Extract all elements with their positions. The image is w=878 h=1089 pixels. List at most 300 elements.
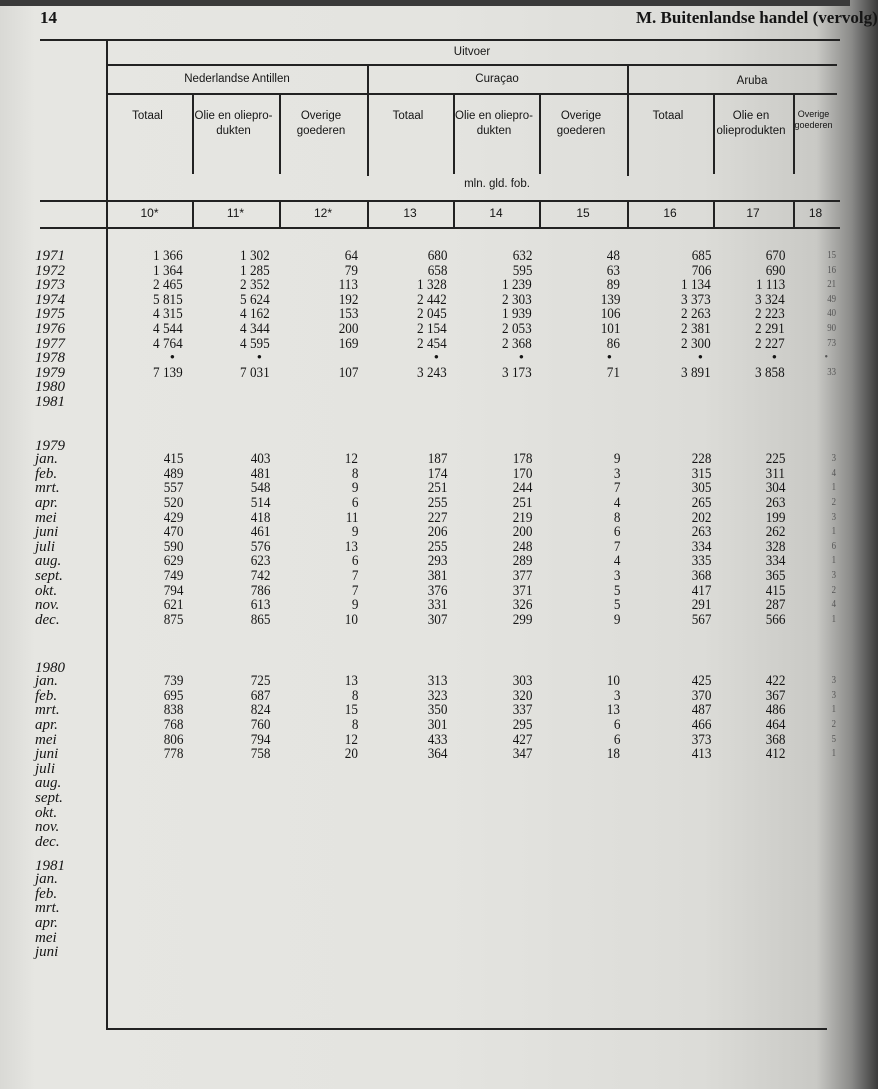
column-header-15: Overige goederen bbox=[556, 110, 606, 137]
table-cell: 1 bbox=[831, 704, 836, 716]
table-cell: 373 bbox=[691, 731, 711, 748]
table-cell: 6 bbox=[351, 553, 358, 570]
table-cell: 403 bbox=[250, 451, 270, 468]
table-cell: 3 173 bbox=[502, 364, 532, 381]
table-cell: 470 bbox=[163, 524, 183, 541]
table-cell: 2 300 bbox=[681, 335, 711, 352]
table-cell: 303 bbox=[512, 673, 532, 690]
table-cell: 301 bbox=[427, 716, 447, 733]
table-cell: 1 239 bbox=[502, 277, 532, 294]
table-cell: 466 bbox=[691, 716, 711, 733]
table-cell: 323 bbox=[427, 687, 447, 704]
table-cell: 1 bbox=[831, 482, 836, 494]
table-cell: 1 939 bbox=[502, 306, 532, 323]
column-header-11: Olie en oliepro-dukten bbox=[194, 110, 273, 137]
column-number: 10* bbox=[140, 206, 159, 220]
table-cell: 2 352 bbox=[240, 277, 270, 294]
row-label: jan. bbox=[35, 451, 58, 468]
table-cell: 3 bbox=[613, 687, 620, 704]
table-cell: 139 bbox=[600, 291, 620, 308]
row-label: 1978 bbox=[35, 350, 65, 367]
table-cell: 381 bbox=[427, 567, 447, 584]
table-cell: 566 bbox=[765, 611, 785, 628]
table-cell: 263 bbox=[765, 494, 785, 511]
table-cell: 690 bbox=[765, 262, 785, 279]
table-cell: 368 bbox=[691, 567, 711, 584]
row-label: mei bbox=[35, 929, 57, 946]
table-cell: 725 bbox=[250, 673, 270, 690]
table-cell: 1 113 bbox=[755, 277, 785, 294]
table-cell: 86 bbox=[606, 335, 620, 352]
table-cell: 758 bbox=[250, 746, 270, 763]
column-header-10: Totaal bbox=[132, 110, 163, 122]
table-cell: 2 053 bbox=[502, 321, 532, 337]
row-label: okt. bbox=[35, 582, 58, 599]
table-cell: 12 bbox=[344, 451, 358, 468]
column-number: 12* bbox=[313, 206, 333, 220]
table-cell: 412 bbox=[765, 746, 785, 763]
table-cell: 3 bbox=[831, 569, 836, 581]
row-label: sept. bbox=[35, 789, 63, 806]
table-cell: 1 328 bbox=[417, 277, 447, 294]
table-cell: 9 bbox=[613, 611, 620, 628]
table-cell: 315 bbox=[691, 465, 711, 482]
table-cell: 1 302 bbox=[240, 248, 270, 264]
table-cell: 4 764 bbox=[153, 335, 183, 352]
table-cell: 40 bbox=[827, 308, 836, 320]
table-cell: 331 bbox=[427, 597, 447, 614]
row-label: apr. bbox=[35, 914, 58, 931]
table-cell: 4 344 bbox=[240, 321, 270, 337]
page-number: 14 bbox=[40, 8, 57, 27]
table-cell: 21 bbox=[827, 279, 836, 291]
table-cell: 557 bbox=[163, 480, 183, 497]
table-cell: 178 bbox=[512, 451, 532, 468]
table-cell: 9 bbox=[351, 597, 358, 614]
table-cell: 742 bbox=[250, 567, 270, 584]
table-cell: 6 bbox=[831, 540, 836, 552]
table-cell: 293 bbox=[427, 553, 447, 570]
row-label: juni bbox=[35, 746, 59, 763]
row-label: 1973 bbox=[35, 277, 65, 294]
table-cell: 8 bbox=[351, 716, 358, 733]
row-label: jan. bbox=[35, 673, 58, 690]
table-cell: 335 bbox=[691, 553, 711, 570]
table-cell: 520 bbox=[163, 494, 183, 511]
table-cell: • bbox=[824, 352, 828, 364]
table-cell: 794 bbox=[250, 731, 270, 748]
table-cell: 4 595 bbox=[240, 335, 270, 352]
table-cell: 12 bbox=[344, 731, 358, 748]
table-cell: 8 bbox=[613, 509, 620, 526]
row-label: 1972 bbox=[35, 262, 65, 279]
table-cell: 9 bbox=[613, 451, 620, 468]
row-label: nov. bbox=[35, 819, 60, 836]
table-cell: 7 bbox=[613, 538, 620, 555]
table-cell: 489 bbox=[163, 465, 183, 482]
table-cell: 3 bbox=[831, 511, 836, 523]
table-cell: 2 227 bbox=[755, 335, 785, 352]
table-cell: 629 bbox=[163, 553, 183, 570]
table-cell: 5 bbox=[831, 733, 836, 745]
header-uitvoer: Uitvoer bbox=[453, 46, 491, 58]
column-number: 15 bbox=[576, 206, 590, 220]
table-cell: 227 bbox=[427, 509, 447, 526]
table-cell: 5 bbox=[613, 597, 620, 614]
unit-label: mln. gld. fob. bbox=[464, 178, 530, 190]
scan-top-edge bbox=[0, 0, 850, 6]
row-label: 1975 bbox=[35, 306, 65, 323]
table-cell: 464 bbox=[765, 716, 785, 733]
row-label: aug. bbox=[35, 553, 62, 570]
row-label: juni bbox=[35, 524, 59, 541]
table-cell: 680 bbox=[427, 248, 447, 264]
table-cell: 2 442 bbox=[417, 291, 447, 308]
table-cell: 865 bbox=[250, 611, 270, 628]
table-cell: 413 bbox=[691, 746, 711, 763]
table-cell: 3 bbox=[613, 567, 620, 584]
table-cell: 307 bbox=[427, 611, 447, 628]
rule-left bbox=[106, 40, 108, 1030]
table-cell: 1 bbox=[831, 526, 836, 538]
table-cell: 2 303 bbox=[502, 291, 532, 308]
row-label: mrt. bbox=[35, 702, 60, 719]
row-label: 1974 bbox=[35, 291, 65, 308]
table-cell: 2 263 bbox=[681, 306, 711, 323]
table-cell: 3 373 bbox=[681, 291, 711, 308]
table-cell: 291 bbox=[691, 597, 711, 614]
table-cell: 838 bbox=[163, 702, 183, 719]
table-cell: 4 bbox=[613, 494, 620, 511]
table-cell: 106 bbox=[600, 306, 620, 323]
table-cell: 101 bbox=[600, 321, 620, 337]
row-label: dec. bbox=[35, 833, 60, 850]
table-cell: 8 bbox=[351, 687, 358, 704]
table-cell: 367 bbox=[765, 687, 785, 704]
column-rule bbox=[367, 94, 369, 174]
table-cell: 623 bbox=[250, 553, 270, 570]
table-cell: 71 bbox=[606, 364, 620, 381]
table-cell: 4 544 bbox=[153, 321, 183, 337]
table-cell: 6 bbox=[351, 494, 358, 511]
rule-top bbox=[40, 39, 840, 41]
table-cell: 2 454 bbox=[417, 335, 447, 352]
table-cell: 481 bbox=[250, 465, 270, 482]
table-cell: 567 bbox=[691, 611, 711, 628]
table-cell: 20 bbox=[344, 746, 358, 763]
table-cell: 685 bbox=[691, 248, 711, 264]
table-cell: 287 bbox=[765, 597, 785, 614]
table-cell: 289 bbox=[512, 553, 532, 570]
table-cell: 371 bbox=[512, 582, 532, 599]
table-cell: 263 bbox=[691, 524, 711, 541]
table-cell: 4 315 bbox=[153, 306, 183, 323]
table-cell: 153 bbox=[338, 306, 358, 323]
table-cell: 461 bbox=[250, 524, 270, 541]
table-cell: 219 bbox=[512, 509, 532, 526]
table-cell: • bbox=[169, 350, 175, 367]
row-label: apr. bbox=[35, 494, 58, 511]
row-label: juli bbox=[35, 538, 56, 555]
table-cell: • bbox=[771, 350, 777, 367]
table-cell: 13 bbox=[606, 702, 620, 719]
column-header-18: Overige goederen bbox=[794, 109, 833, 130]
row-label: nov. bbox=[35, 597, 60, 614]
table-cell: 5 bbox=[613, 582, 620, 599]
table-cell: 295 bbox=[512, 716, 532, 733]
table-cell: 350 bbox=[427, 702, 447, 719]
table-cell: 3 bbox=[831, 453, 836, 465]
table-cell: 3 bbox=[831, 689, 836, 701]
table-cell: 427 bbox=[512, 731, 532, 748]
table-cell: 418 bbox=[250, 509, 270, 526]
table-cell: 4 bbox=[831, 599, 836, 611]
table-cell: 107 bbox=[338, 364, 358, 381]
table-cell: 255 bbox=[427, 538, 447, 555]
table-cell: 334 bbox=[691, 538, 711, 555]
table-cell: 768 bbox=[163, 716, 183, 733]
column-number: 17 bbox=[746, 206, 760, 220]
section-year-heading: 1980 bbox=[35, 660, 65, 676]
table-cell: • bbox=[256, 350, 262, 367]
row-label: feb. bbox=[35, 885, 58, 902]
table-cell: 202 bbox=[691, 509, 711, 526]
table-cell: 169 bbox=[338, 335, 358, 352]
table-cell: 347 bbox=[512, 746, 532, 763]
table-cell: 255 bbox=[427, 494, 447, 511]
table-cell: 49 bbox=[827, 293, 836, 305]
row-label: 1980 bbox=[35, 379, 65, 396]
table-cell: 206 bbox=[427, 524, 447, 541]
row-label: 1971 bbox=[35, 248, 65, 264]
table-cell: 5 815 bbox=[153, 291, 183, 308]
table-cell: 48 bbox=[606, 248, 620, 264]
column-number: 11* bbox=[226, 206, 245, 220]
column-rule bbox=[793, 94, 795, 174]
table-cell: 4 bbox=[613, 553, 620, 570]
table-cell: 695 bbox=[163, 687, 183, 704]
row-label: jan. bbox=[35, 871, 58, 888]
column-rule bbox=[627, 94, 629, 174]
table-cell: 4 bbox=[831, 467, 836, 479]
rule bbox=[40, 200, 840, 202]
table-cell: 174 bbox=[427, 465, 447, 482]
table-cell: 739 bbox=[163, 673, 183, 690]
table-cell: 10 bbox=[606, 673, 620, 690]
table-cell: 2 bbox=[831, 496, 836, 508]
table-cell: 251 bbox=[427, 480, 447, 497]
table-cell: 2 291 bbox=[755, 321, 785, 337]
group-curacao: Curaçao bbox=[475, 73, 519, 85]
table-cell: 2 154 bbox=[417, 321, 447, 337]
table-cell: • bbox=[697, 350, 703, 367]
table-cell: 6 bbox=[613, 716, 620, 733]
row-label: feb. bbox=[35, 465, 58, 482]
table-cell: 749 bbox=[163, 567, 183, 584]
table-cell: 365 bbox=[765, 567, 785, 584]
table-cell: 251 bbox=[512, 494, 532, 511]
running-head: M. Buitenlandse handel (vervolg) bbox=[636, 8, 878, 27]
table-cell: 170 bbox=[512, 465, 532, 482]
table-cell: 590 bbox=[163, 538, 183, 555]
table-cell: 320 bbox=[512, 687, 532, 704]
table-cell: 265 bbox=[691, 494, 711, 511]
row-label: juli bbox=[35, 760, 56, 777]
rule-bottom bbox=[107, 1028, 827, 1030]
table-cell: 422 bbox=[765, 673, 785, 690]
table-cell: 425 bbox=[691, 673, 711, 690]
table-cell: 9 bbox=[351, 480, 358, 497]
table-cell: 7 bbox=[351, 567, 358, 584]
table-cell: 11 bbox=[345, 509, 358, 526]
row-label: apr. bbox=[35, 716, 58, 733]
table-cell: 4 162 bbox=[240, 306, 270, 323]
table-cell: 299 bbox=[512, 611, 532, 628]
row-label: 1977 bbox=[35, 335, 65, 352]
table-cell: 244 bbox=[512, 480, 532, 497]
table-cell: 5 624 bbox=[240, 291, 270, 308]
row-label: mei bbox=[35, 731, 57, 748]
table-cell: 3 891 bbox=[681, 364, 711, 381]
table-cell: 200 bbox=[512, 524, 532, 541]
table-cell: 1 134 bbox=[681, 277, 711, 294]
table-cell: 595 bbox=[512, 262, 532, 279]
table-cell: 328 bbox=[765, 538, 785, 555]
column-header-16: Totaal bbox=[652, 110, 684, 122]
table-cell: 305 bbox=[691, 480, 711, 497]
table-cell: 15 bbox=[827, 250, 836, 261]
table-cell: 670 bbox=[765, 248, 785, 264]
row-label: dec. bbox=[35, 611, 60, 628]
table-cell: 486 bbox=[765, 702, 785, 719]
table-cell: 2 465 bbox=[153, 277, 183, 294]
table-cell: 228 bbox=[691, 451, 711, 468]
table-cell: 13 bbox=[344, 538, 358, 555]
table-cell: 794 bbox=[163, 582, 183, 599]
table-cell: 376 bbox=[427, 582, 447, 599]
column-number: 14 bbox=[489, 206, 503, 220]
row-label: juni bbox=[35, 944, 59, 961]
table-cell: 248 bbox=[512, 538, 532, 555]
table-cell: 90 bbox=[827, 323, 836, 334]
section-year-heading: 1981 bbox=[35, 858, 65, 874]
table-cell: 6 bbox=[613, 524, 620, 541]
table-cell: 632 bbox=[512, 248, 532, 264]
table-cell: 7 031 bbox=[240, 364, 270, 381]
table-cell: 8 bbox=[351, 465, 358, 482]
table-cell: • bbox=[606, 350, 612, 367]
table-cell: 2 381 bbox=[681, 321, 711, 337]
rule bbox=[107, 64, 837, 66]
table-cell: 64 bbox=[344, 248, 358, 264]
table-cell: 415 bbox=[163, 451, 183, 468]
row-label: 1981 bbox=[35, 394, 65, 410]
column-number: 18 bbox=[808, 206, 823, 220]
table-cell: 304 bbox=[765, 480, 785, 497]
table-cell: 10 bbox=[344, 611, 358, 628]
table-cell: 687 bbox=[250, 687, 270, 704]
column-header-14: Olie en oliepro-dukten bbox=[455, 110, 533, 137]
table-cell: 7 bbox=[613, 480, 620, 497]
group-aruba: Aruba bbox=[736, 75, 768, 87]
column-header-17: Olie en olieprodukten bbox=[716, 110, 786, 137]
rule bbox=[40, 227, 840, 229]
table-cell: 2 368 bbox=[502, 335, 532, 352]
row-label: aug. bbox=[35, 775, 62, 792]
table-cell: 337 bbox=[512, 702, 532, 719]
column-number: 13 bbox=[403, 206, 417, 220]
table-cell: 9 bbox=[351, 524, 358, 541]
table-cell: 1 285 bbox=[240, 262, 270, 279]
table-cell: 875 bbox=[163, 611, 183, 628]
table-cell: 3 858 bbox=[755, 364, 785, 381]
row-label: sept. bbox=[35, 567, 63, 584]
table-cell: 73 bbox=[827, 337, 836, 349]
table-cell: 7 139 bbox=[153, 364, 183, 381]
table-cell: 63 bbox=[606, 262, 620, 279]
table-cell: 13 bbox=[344, 673, 358, 690]
table-cell: 487 bbox=[691, 702, 711, 719]
table-cell: 79 bbox=[344, 262, 358, 279]
table-cell: 262 bbox=[765, 524, 785, 541]
table-cell: 200 bbox=[338, 321, 358, 337]
table-cell: 706 bbox=[691, 262, 711, 279]
table-cell: 377 bbox=[512, 567, 532, 584]
table-cell: 429 bbox=[163, 509, 183, 526]
group-nederlandse-antillen: Nederlandse Antillen bbox=[184, 73, 290, 85]
row-label: mei bbox=[35, 509, 57, 526]
rule bbox=[107, 93, 837, 95]
table-cell: 1 bbox=[831, 613, 836, 625]
table-cell: 326 bbox=[512, 597, 532, 614]
table-cell: 16 bbox=[827, 264, 836, 276]
row-label: 1979 bbox=[35, 364, 65, 381]
column-number: 16 bbox=[663, 206, 677, 220]
column-header-13: Totaal bbox=[392, 110, 424, 122]
table-cell: 613 bbox=[250, 597, 270, 614]
table-cell: 187 bbox=[427, 451, 447, 468]
table-cell: 192 bbox=[338, 291, 358, 308]
table-cell: 806 bbox=[163, 731, 183, 748]
table-cell: 514 bbox=[250, 494, 270, 511]
table-cell: 364 bbox=[427, 746, 447, 763]
table-cell: 89 bbox=[606, 277, 620, 294]
table-cell: 18 bbox=[606, 746, 620, 763]
table-cell: 3 324 bbox=[755, 291, 785, 308]
table-cell: 2 045 bbox=[417, 306, 447, 323]
table-cell: 370 bbox=[691, 687, 711, 704]
table-cell: 225 bbox=[765, 451, 785, 468]
table-cell: 760 bbox=[250, 716, 270, 733]
table-cell: 113 bbox=[338, 277, 358, 294]
table-cell: 2 223 bbox=[755, 306, 785, 323]
table-cell: 2 bbox=[831, 718, 836, 730]
table-cell: 334 bbox=[765, 553, 785, 570]
table-cell: 433 bbox=[427, 731, 447, 748]
table-cell: 3 bbox=[831, 675, 836, 687]
table-cell: 1 364 bbox=[153, 262, 183, 279]
row-label: mrt. bbox=[35, 900, 60, 917]
table-cell: 621 bbox=[163, 597, 183, 614]
table-cell: • bbox=[518, 350, 524, 367]
table-cell: 548 bbox=[250, 480, 270, 497]
table-cell: 1 bbox=[831, 555, 836, 567]
table-cell: 33 bbox=[827, 366, 836, 378]
table-cell: 658 bbox=[427, 262, 447, 279]
row-label: feb. bbox=[35, 687, 58, 704]
table-cell: 7 bbox=[351, 582, 358, 599]
table-cell: 2 bbox=[831, 584, 836, 596]
